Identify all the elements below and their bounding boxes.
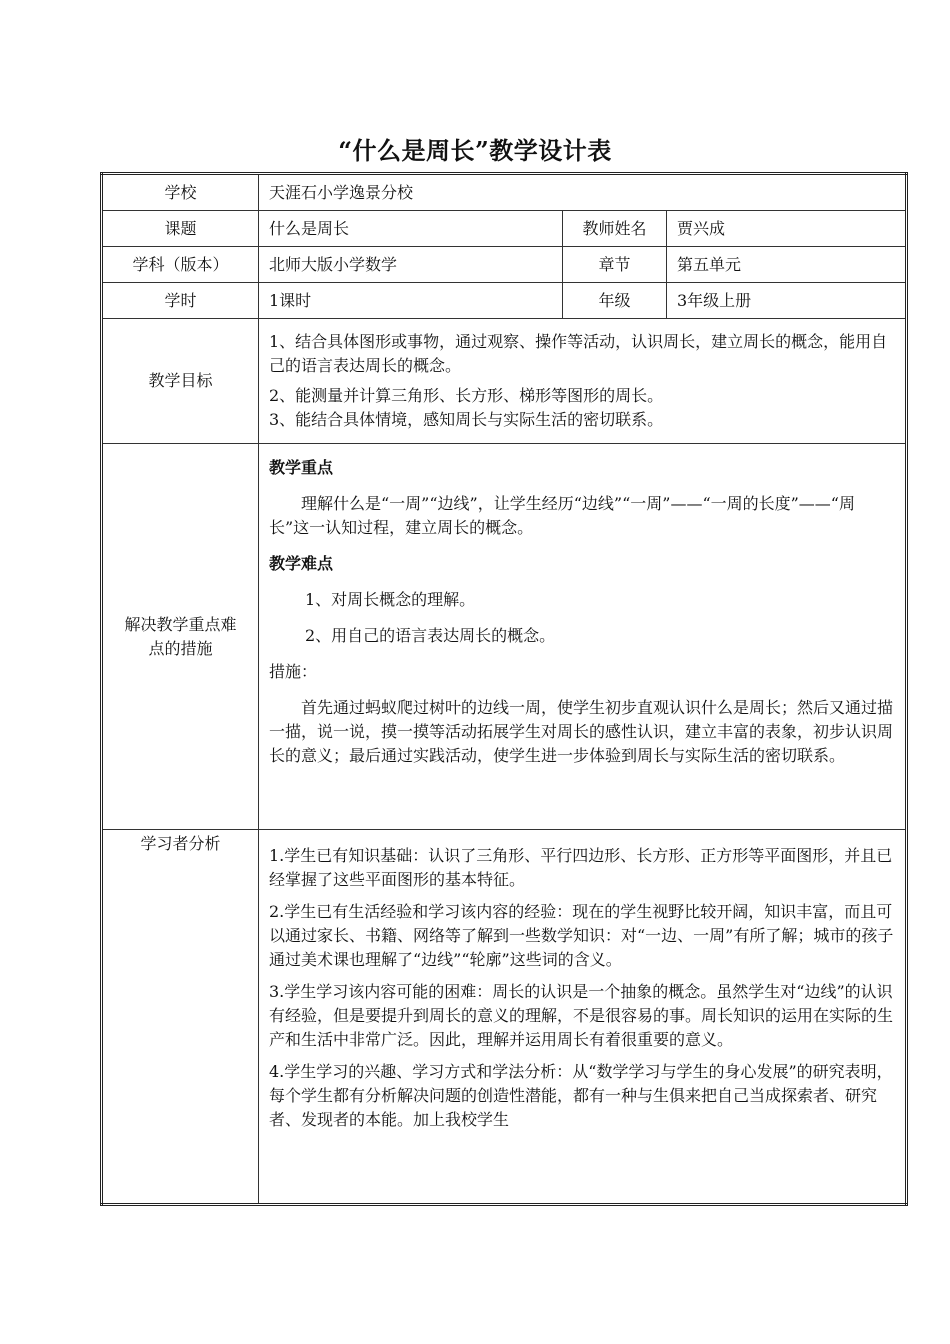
objective-item: 3、能结合具体情境，感知周长与实际生活的密切联系。 xyxy=(269,410,664,429)
topic-value: 什么是周长 xyxy=(259,211,563,247)
school-value: 天涯石小学逸景分校 xyxy=(259,174,907,211)
topic-label: 课题 xyxy=(102,211,259,247)
learner-item: 2.学生已有生活经验和学习该内容的经验：现在的学生视野比较开阔，知识丰富，而且可以通过家长、书籍、网络等了解到一些数学知识：对“一边、一周”有所了解；城市的孩子通过美术课也理解了“边线”“轮廓”这些词的含义。 xyxy=(269,902,894,969)
key-point-text: 理解什么是“一周”“边线”，让学生经历“边线”“一周”——“一周的长度”——“周长”这一认知过程，建立周长的概念。 xyxy=(269,494,855,537)
teacher-value: 贾兴成 xyxy=(667,211,907,247)
objective-item: 1、结合具体图形或事物，通过观察、操作等活动，认识周长，建立周长的概念，能用自己的语言表达周长的概念。 xyxy=(269,332,888,375)
measure-text: 首先通过蚂蚁爬过树叶的边线一周，使学生初步直观认识什么是周长；然后又通过描一描，说一说，摸一摸等活动拓展学生对周长的感性认识，建立丰富的表象，初步认识周长的意义；最后通过实践活动，使学生进一步体验到周长与实际生活的密切联系。 xyxy=(269,698,894,765)
lesson-design-table xyxy=(100,172,908,1206)
learner-content xyxy=(259,830,907,1205)
learner-item: 3.学生学习该内容可能的困难：周长的认识是一个抽象的概念。虽然学生对“边线”的认识有经验，但是要提升到周长的意义的理解，不是很容易的事。周长知识的运用在实际的生产和生活中非常广泛。因此，理解并运用周长有着很重要的意义。 xyxy=(269,982,894,1049)
measures-label: 解决教学重点难点的措施 xyxy=(102,444,259,830)
learner-label: 学习者分析 xyxy=(102,830,259,1205)
row-measures xyxy=(102,444,907,830)
measure-heading: 措施： xyxy=(269,662,318,681)
row-objectives xyxy=(102,319,907,444)
objectives-label: 教学目标 xyxy=(102,319,259,444)
page-title: “什么是周长”教学设计表 xyxy=(338,136,612,165)
chapter-label: 章节 xyxy=(563,247,667,283)
hours-label: 学时 xyxy=(102,283,259,319)
chapter-value: 第五单元 xyxy=(667,247,907,283)
grade-value: 3年级上册 xyxy=(667,283,907,319)
grade-label: 年级 xyxy=(563,283,667,319)
row-school xyxy=(102,174,907,211)
objectives-content xyxy=(259,319,907,444)
learner-item: 4.学生学习的兴趣、学习方式和学法分析：从“数学学习与学生的身心发展”的研究表明，每个学生都有分析解决问题的创造性潜能，都有一种与生俱来把自己当成探索者、研究者、发现者的本能。加上我校学生 xyxy=(269,1062,893,1129)
row-learner xyxy=(102,830,907,1205)
hours-value: 1课时 xyxy=(259,283,563,319)
measures-content xyxy=(259,444,907,830)
difficulty-item: 1、对周长概念的理解。 xyxy=(305,590,476,609)
school-label: 学校 xyxy=(102,174,259,211)
learner-item: 1.学生已有知识基础：认识了三角形、平行四边形、长方形、正方形等平面图形，并且已经掌握了这些平面图形的基本特征。 xyxy=(269,846,893,889)
row-subject xyxy=(102,247,907,283)
key-point-heading: 教学重点 xyxy=(269,458,334,477)
row-topic xyxy=(102,211,907,247)
difficulty-heading: 教学难点 xyxy=(269,554,334,573)
teacher-label: 教师姓名 xyxy=(563,211,667,247)
difficulty-item: 2、用自己的语言表达周长的概念。 xyxy=(305,626,556,645)
subject-label: 学科（版本） xyxy=(102,247,259,283)
row-hours xyxy=(102,283,907,319)
subject-value: 北师大版小学数学 xyxy=(259,247,563,283)
objective-item: 2、能测量并计算三角形、长方形、梯形等图形的周长。 xyxy=(269,386,664,405)
